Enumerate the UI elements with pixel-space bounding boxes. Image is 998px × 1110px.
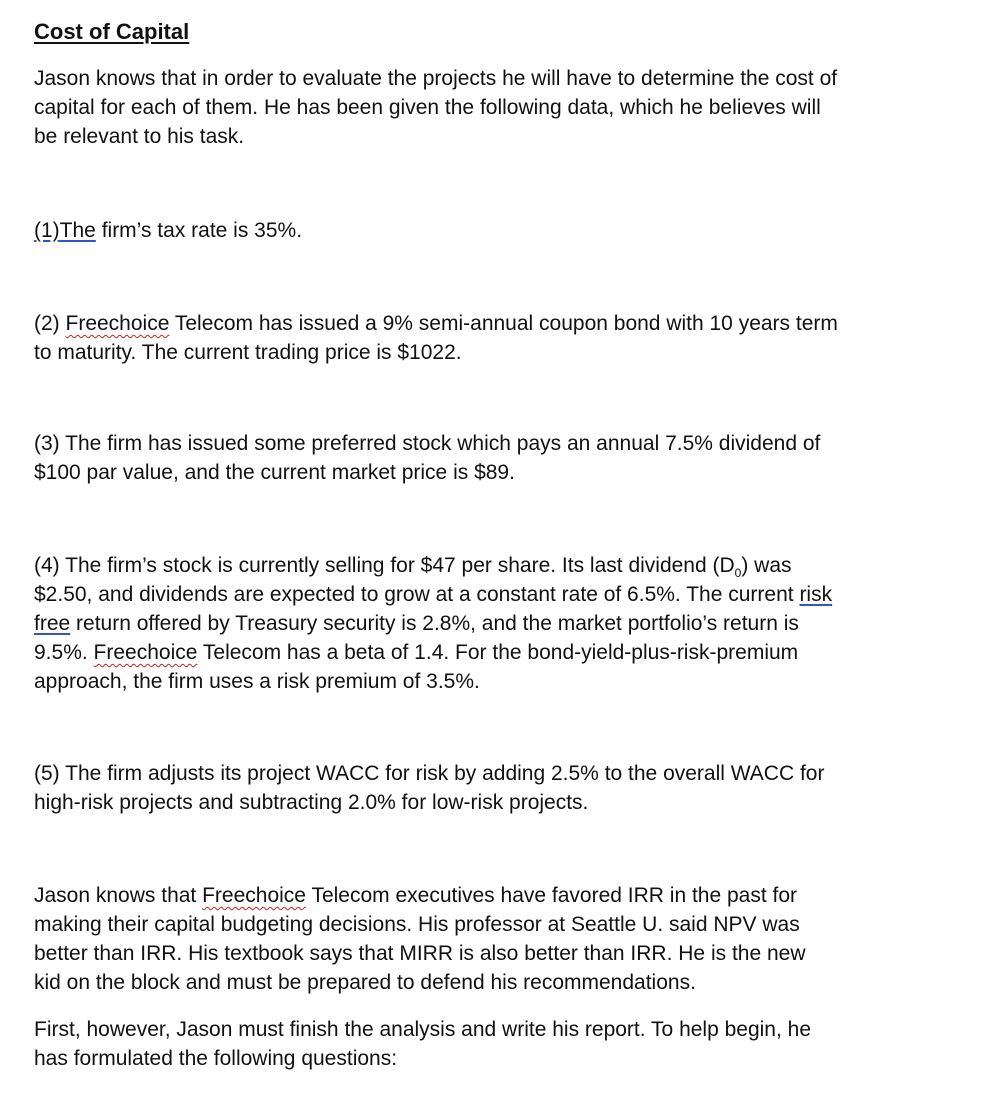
item-1-marker-link xyxy=(34,219,96,242)
para-6-line-4: kid on the block and must be prepared to defend his recommendations. xyxy=(34,971,696,994)
risk-free-link-part-1[interactable]: risk xyxy=(799,583,833,606)
item-4-line-5: approach, the firm uses a risk premium of 3.5%. xyxy=(34,670,480,693)
item-2-company-misspelled: Freechoice xyxy=(65,312,170,335)
item-4-line-1-b: ) was xyxy=(741,554,792,577)
item-4-paragraph xyxy=(34,551,984,696)
item-4-company-misspelled: Freechoice xyxy=(93,641,198,664)
para-6-line-2: making their capital budgeting decisions. His professor at Seattle U. said NPV was xyxy=(34,913,800,936)
item-1-marker: (1) xyxy=(34,219,60,242)
intro-line-2: capital for each of them. He has been given the following data, which he believes will xyxy=(34,96,821,119)
item-1-text: firm’s tax rate is 35%. xyxy=(95,219,303,242)
item-2-line-2: to maturity. The current trading price is $1022. xyxy=(34,341,462,364)
para-7-line-1: First, however, Jason must finish the analysis and write his report. To help begin, he xyxy=(34,1018,812,1041)
dividend-subscript: 0 xyxy=(734,566,742,581)
item-2-paragraph xyxy=(34,309,984,367)
para-6-line-3: better than IRR. His textbook says that MIRR is also better than IRR. He is the new xyxy=(34,942,806,965)
item-5-line-2: high-risk projects and subtracting 2.0% for low-risk projects. xyxy=(34,791,589,814)
item-2-line-1 xyxy=(34,312,838,335)
para-6-line-1-rest: Telecom executives have favored IRR in the past for xyxy=(305,884,798,907)
item-4-line-3 xyxy=(34,612,799,635)
para-6-company-misspelled: Freechoice xyxy=(202,884,306,907)
item-4-line-1-a: (4) The firm’s stock is currently selling for $47 per share. Its last dividend (D xyxy=(34,554,735,577)
item-5-line-1: (5) The firm adjusts its project WACC for risk by adding 2.5% to the overall WACC for xyxy=(34,762,825,785)
closing-paragraph-2 xyxy=(34,1015,984,1073)
item-4-line-2-a: $2.50, and dividends are expected to grow at a constant rate of 6.5%. The current xyxy=(34,583,800,606)
item-3-paragraph xyxy=(34,429,984,487)
item-4-line-1 xyxy=(34,554,792,581)
item-3-line-2: $100 par value, and the current market price is $89. xyxy=(34,461,515,484)
item-4-line-3-rest: return offered by Treasury security is 2.8%, and the market portfolio’s return is xyxy=(70,612,799,635)
para-7-line-2: has formulated the following questions: xyxy=(34,1047,398,1070)
item-2-prefix: (2) xyxy=(34,312,66,335)
item-4-line-4-pre: 9.5%. xyxy=(34,641,94,664)
intro-line-3: be relevant to his task. xyxy=(34,125,245,148)
intro-paragraph xyxy=(34,64,984,151)
item-3-line-1: (3) The firm has issued some preferred stock which pays an annual 7.5% dividend of xyxy=(34,432,821,455)
item-5-paragraph xyxy=(34,759,984,817)
item-1-the: The xyxy=(59,219,96,242)
intro-line-1: Jason knows that in order to evaluate the projects he will have to determine the cost of xyxy=(34,67,838,90)
closing-paragraph-1 xyxy=(34,881,984,997)
item-4-line-4-rest: Telecom has a beta of 1.4. For the bond-yield-plus-risk-premium xyxy=(197,641,799,664)
para-6-line-1 xyxy=(34,884,797,907)
risk-free-link-part-2[interactable]: free xyxy=(34,612,71,635)
item-4-line-4 xyxy=(34,641,798,664)
item-2-line-1-rest: Telecom has issued a 9% semi-annual coupon bond with 10 years term xyxy=(169,312,838,335)
para-6-line-1-pre: Jason knows that xyxy=(34,884,203,907)
section-title: Cost of Capital xyxy=(34,19,190,44)
item-4-line-2 xyxy=(34,583,832,606)
item-1-paragraph xyxy=(34,216,984,245)
